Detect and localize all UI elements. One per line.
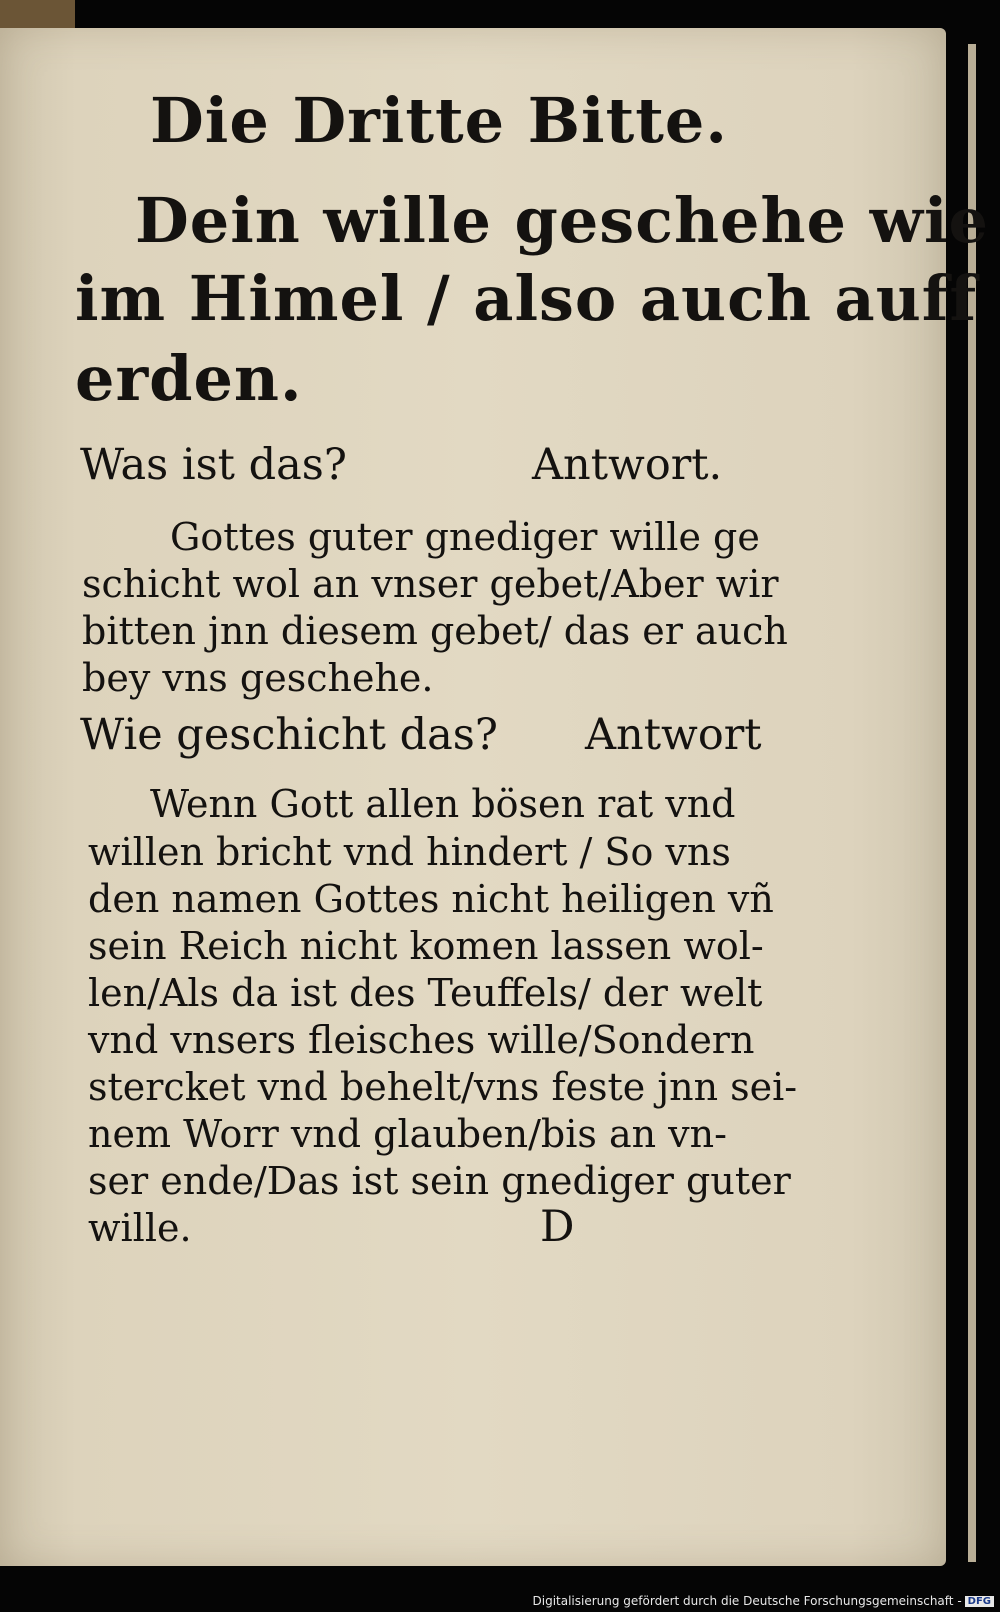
footer-text: Digitalisierung gefördert durch die Deutsche Forschungsgemeinschaft - bbox=[532, 1594, 962, 1608]
petition-line: Dein wille geschehe wie bbox=[135, 184, 989, 257]
petition-line: im Himel / also auch auff bbox=[75, 262, 978, 335]
footer-credit bbox=[533, 1594, 995, 1608]
petition-line: erden. bbox=[75, 342, 303, 415]
page-title: Die Dritte Bitte. bbox=[150, 84, 728, 157]
answer-2-line: stercket vnd behelt/vns feste jnn sei- bbox=[88, 1065, 798, 1109]
answer-2-line: len/Als da ist des Teuffels/ der welt bbox=[88, 971, 763, 1015]
dfg-logo[interactable]: DFG bbox=[965, 1596, 994, 1607]
answer-1-line: Gottes guter gnediger wille ge bbox=[170, 515, 760, 559]
book-cover-corner bbox=[0, 0, 75, 30]
answer-2-line: Wenn Gott allen bösen rat vnd bbox=[150, 782, 736, 826]
answer-1-line: schicht wol an vnser gebet/Aber wir bbox=[82, 562, 779, 606]
answer-1-line: bitten jnn diesem gebet/ das er auch bbox=[82, 609, 788, 653]
answer-1-line: bey vns geschehe. bbox=[82, 656, 434, 700]
answer-2-line: vnd vnsers fleisches wille/Sondern bbox=[88, 1018, 755, 1062]
answer-2-line: wille. bbox=[88, 1206, 192, 1250]
question-2: Wie geschicht das? bbox=[80, 710, 498, 760]
answer-2-line: willen bricht vnd hindert / So vns bbox=[88, 830, 731, 874]
answer-2-line: nem Worr vnd glauben/bis an vn- bbox=[88, 1112, 727, 1156]
answer-2-line: ser ende/Das ist sein gnediger guter bbox=[88, 1159, 791, 1203]
question-1: Was ist das? bbox=[80, 440, 347, 490]
answer-2-line: sein Reich nicht komen lassen wol- bbox=[88, 924, 764, 968]
answer-label-1: Antwort. bbox=[532, 440, 723, 490]
signature-mark: D bbox=[540, 1202, 575, 1252]
answer-2-line: den namen Gottes nicht heiligen vñ bbox=[88, 877, 774, 921]
answer-label-2: Antwort bbox=[585, 710, 762, 760]
